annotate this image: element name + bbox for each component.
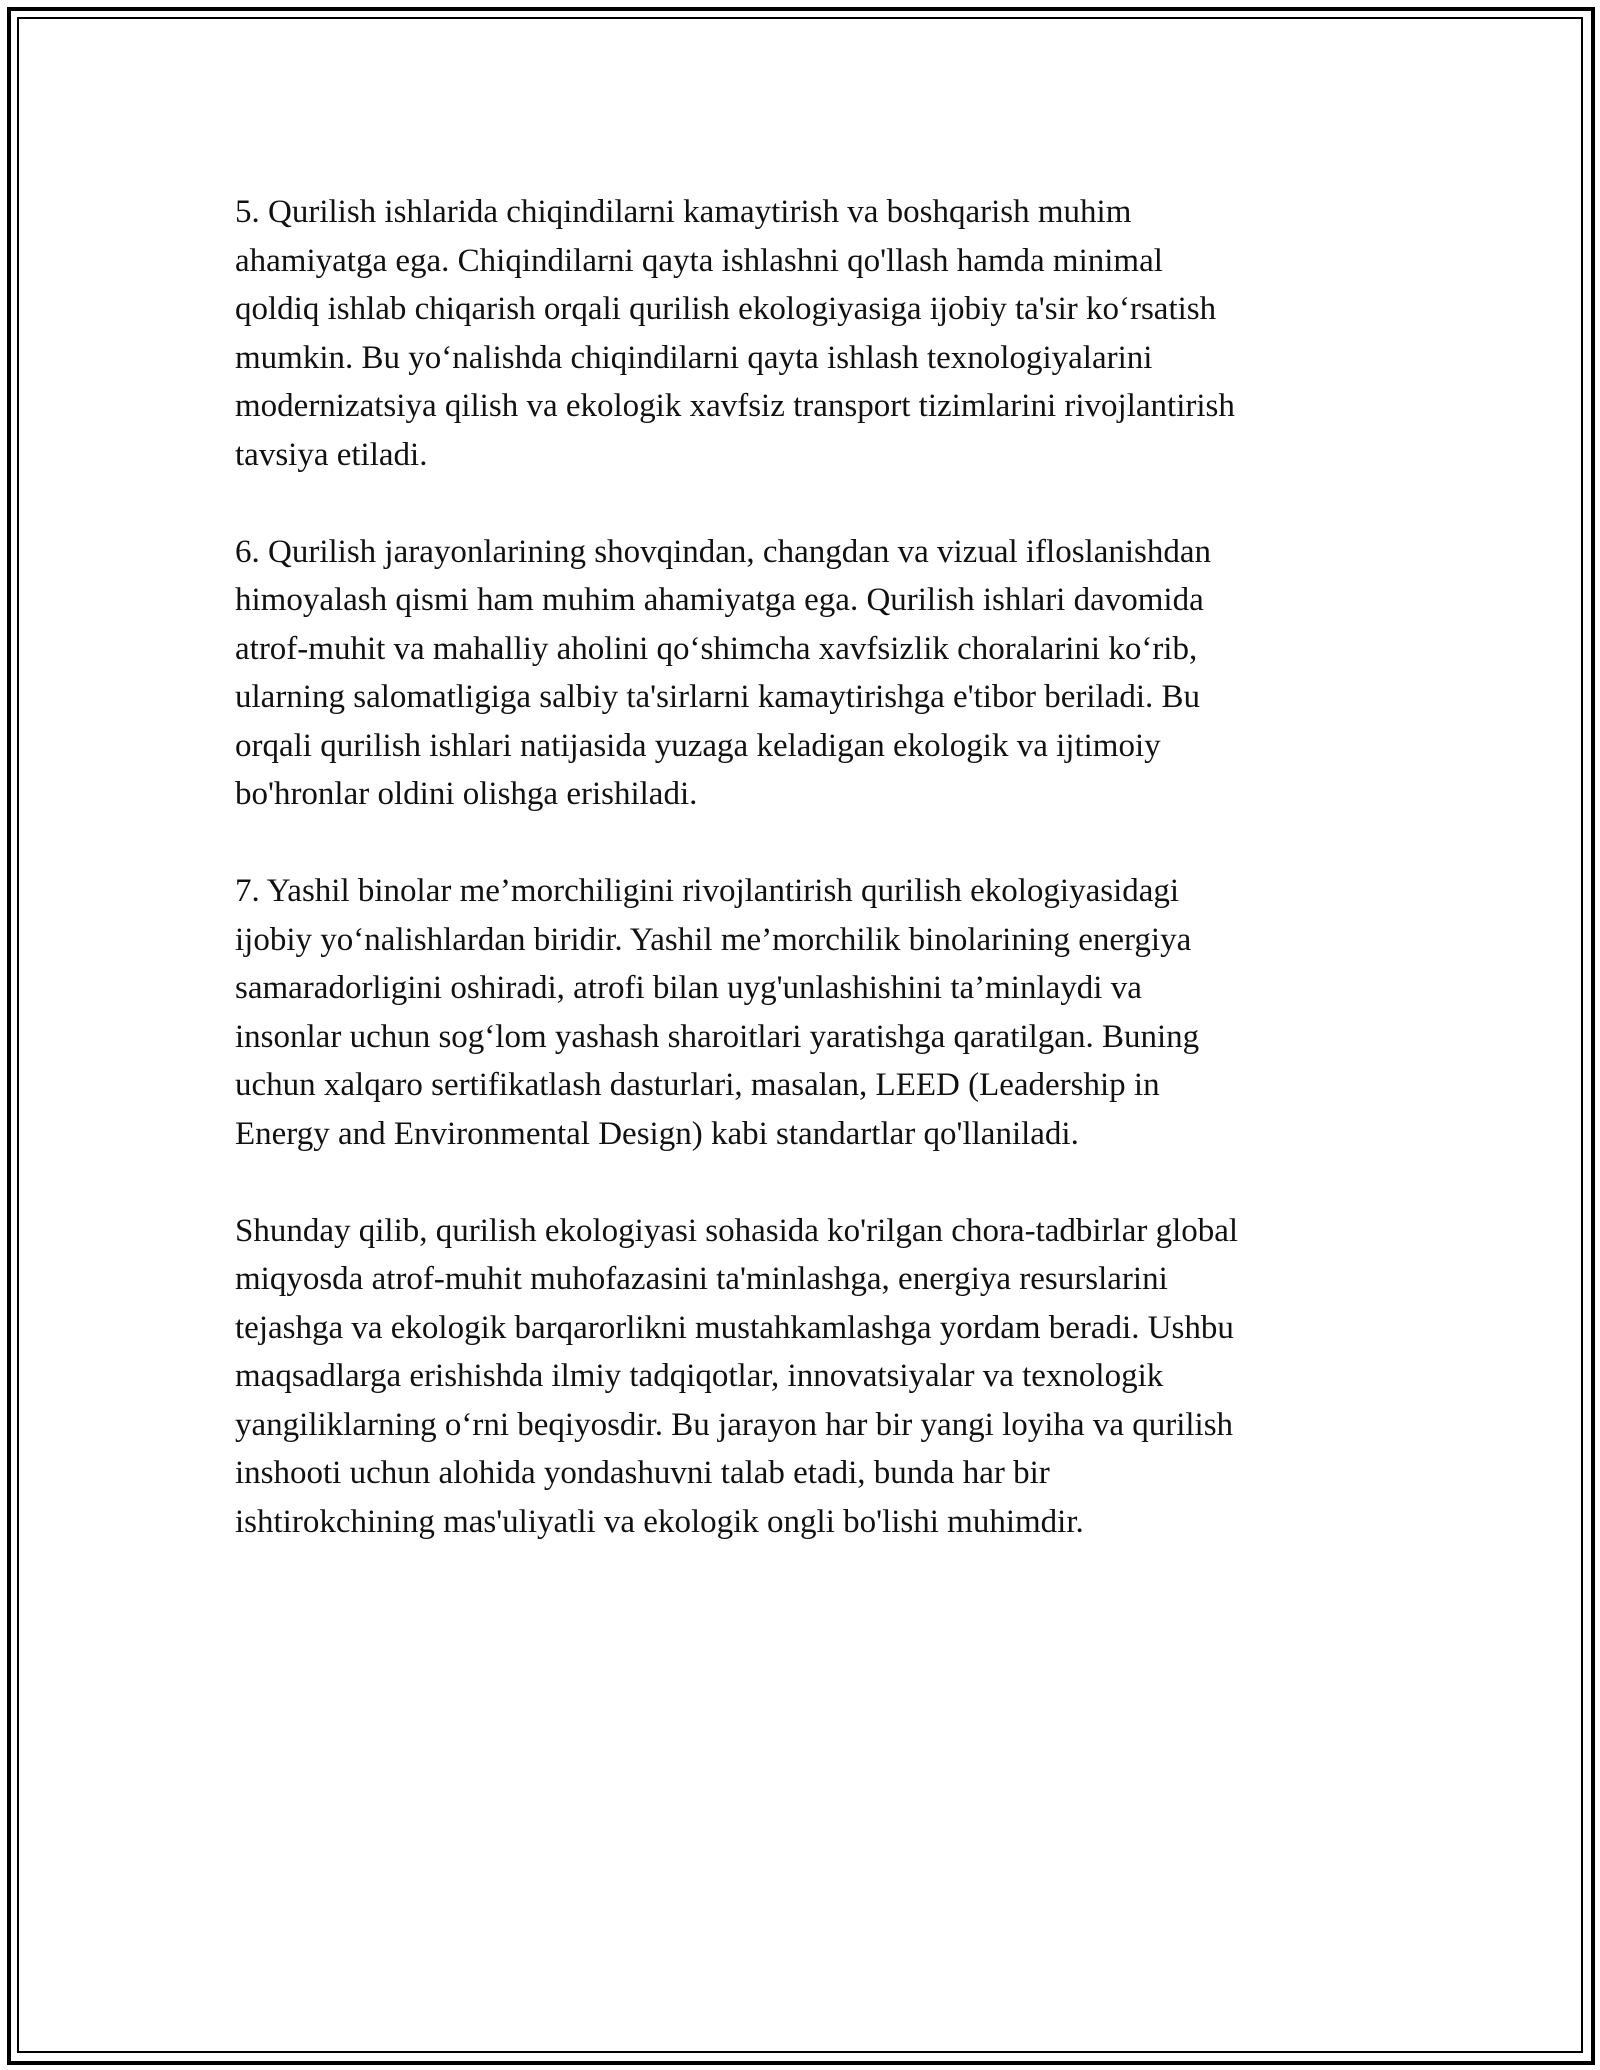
document-body <box>235 188 1365 1595</box>
text-line: 6. Qurilish jarayonlarining shovqindan, changdan va vizual ifloslanishdan <box>235 533 1212 570</box>
text-line: ahamiyatga ega. Chiqindilarni qayta ishlashni qo'llash hamda minimal <box>235 242 1163 279</box>
text-line: insonlar uchun sog‘lom yashash sharoitlari yaratishga qaratilgan. Buning <box>235 1018 1200 1055</box>
text-line: ularning salomatligiga salbiy ta'sirlarni kamaytirishga e'tibor beriladi. Bu <box>235 679 1200 715</box>
text-line: yangiliklarning o‘rni beqiyosdir. Bu jarayon har bir yangi loyiha va qurilish <box>235 1406 1234 1443</box>
text-line: tejashga va ekologik barqarorlikni mustahkamlashga yordam beradi. Ushbu <box>235 1309 1234 1346</box>
text-line: atrof-muhit va mahalliy aholini qo‘shimcha xavfsizlik choralarini ko‘rib, <box>235 630 1198 667</box>
text-line: samaradorligini oshiradi, atrofi bilan uyg'unlashishini ta’minlaydi va <box>235 970 1142 1006</box>
text-line: modernizatsiya qilish va ekologik xavfsiz transport tizimlarini rivojlantirish <box>235 388 1235 424</box>
paragraph-green-buildings <box>235 867 1365 1158</box>
text-line: inshooti uchun alohida yondashuvni talab etadi, bunda har bir <box>235 1455 1050 1491</box>
paragraph-noise-protection <box>235 528 1365 819</box>
text-line: tavsiya etiladi. <box>235 436 428 473</box>
text-line: maqsadlarga erishishda ilmiy tadqiqotlar, innovatsiyalar va texnologik <box>235 1358 1164 1394</box>
text-line: miqyosda atrof-muhit muhofazasini ta'minlashga, energiya resurslarini <box>235 1261 1168 1297</box>
text-line: himoyalash qismi ham muhim ahamiyatga ega. Qurilish ishlari davomida <box>235 582 1204 618</box>
paragraph-waste-management <box>235 188 1365 479</box>
text-line: ishtirokchining mas'uliyatli va ekologik ongli bo'lishi muhimdir. <box>235 1503 1084 1540</box>
text-line: 5. Qurilish ishlarida chiqindilarni kamaytirish va boshqarish muhim <box>235 194 1132 230</box>
paragraph-conclusion <box>235 1207 1365 1547</box>
text-line: Energy and Environmental Design) kabi standartlar qo'llaniladi. <box>235 1115 1079 1152</box>
text-line: uchun xalqaro sertifikatlash dasturlari, masalan, LEED (Leadership in <box>235 1067 1160 1103</box>
text-line: bo'hronlar oldini olishga erishiladi. <box>235 776 698 812</box>
text-line: Shunday qilib, qurilish ekologiyasi sohasida ko'rilgan chora-tadbirlar global <box>235 1212 1239 1249</box>
text-line: ijobiy yo‘nalishlardan biridir. Yashil me’morchilik binolarining energiya <box>235 921 1192 958</box>
text-line: 7. Yashil binolar me’morchiligini rivojlantirish qurilish ekologiyasidagi <box>235 873 1180 909</box>
text-line: qoldiq ishlab chiqarish orqali qurilish ekologiyasiga ijobiy ta'sir ko‘rsatish <box>235 291 1217 327</box>
text-line: orqali qurilish ishlari natijasida yuzaga keladigan ekologik va ijtimoiy <box>235 727 1161 764</box>
text-line: mumkin. Bu yo‘nalishda chiqindilarni qayta ishlash texnologiyalarini <box>235 339 1153 376</box>
